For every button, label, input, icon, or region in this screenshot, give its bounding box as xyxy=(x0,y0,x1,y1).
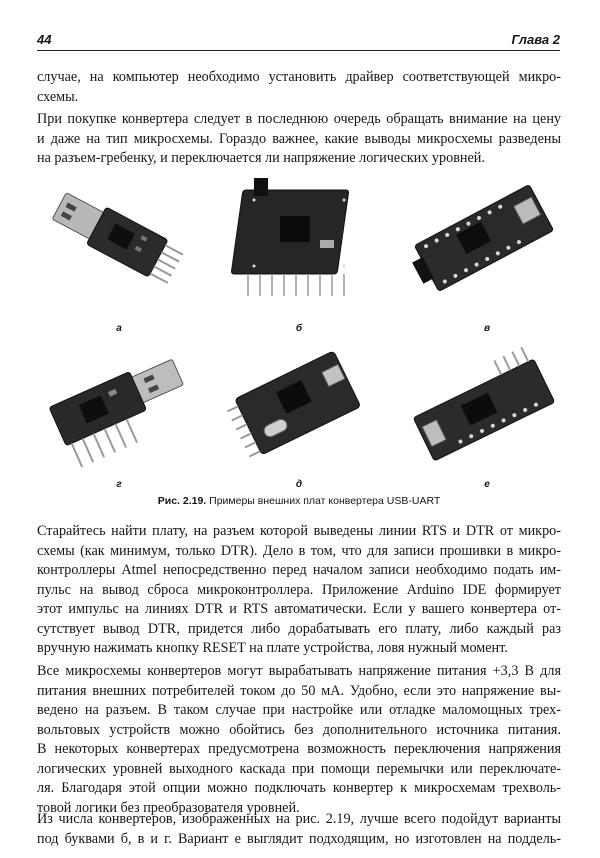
text-line: этот импульс на линиях DTR и RTS автоматически. Если у вашего конвертера от- xyxy=(37,601,561,617)
page-number: 44 xyxy=(37,32,52,47)
label-g: г xyxy=(116,479,122,490)
label-b: б xyxy=(295,323,303,334)
text-line: Из числа конвертеров, изображенных на рис. 2.19, лучше всего подойдут варианты xyxy=(37,811,561,827)
text-line: товой логики без преобразователя уровней. xyxy=(37,799,300,816)
paragraph-4 xyxy=(37,810,561,849)
text-line: на разъем-гребенку, и переключается ли напряжение логических уровней. xyxy=(37,150,485,166)
figure-caption xyxy=(37,495,561,507)
photo-board-e xyxy=(409,340,559,480)
text-line: ля. Благодаря этой опции можно подключать конвертер к микросхемам трехволь- xyxy=(37,780,561,796)
paragraph-3 xyxy=(37,662,561,818)
text-line: вручную нажимать кнопку RESET на плате устройства, ловя нужный момент. xyxy=(37,640,508,656)
caption-text: Примеры внешних плат конвертера USB-UART xyxy=(209,495,441,507)
text-line: пульс на вывод сброса микроконтроллера. Приложение Arduino IDE формирует xyxy=(37,581,561,598)
text-line: схемы (как минимум, только DTR). Дело в том, что для записи прошивки в микро- xyxy=(37,542,561,559)
text-line: сутствует вывод DTR, придется либо дорабатывать его плату, либо каждый раз xyxy=(37,620,561,637)
text-line: В некоторых конвертерах предусмотрена возможность переключения напряжения xyxy=(37,741,561,757)
text-line: питания внешних потребителей током до 50 мА. Удобно, если это напряжение вы- xyxy=(37,682,561,699)
text-line: Старайтесь найти плату, на разъем которой выведены линии RTS и DTR от микро- xyxy=(37,523,561,539)
label-v: в xyxy=(483,323,491,334)
photo-board-b xyxy=(224,168,374,308)
text-line: вольтовых устройств можно обойтись без дополнительного источника питания. xyxy=(37,721,561,738)
text-line: контроллеры Atmel непосредственно перед началом записи необходимо подать им- xyxy=(37,562,561,578)
text-line: ведено на разъем. В таком случае при настройке или отладке маломощных трех- xyxy=(37,702,561,718)
photo-board-v xyxy=(409,168,559,308)
running-header xyxy=(37,30,560,52)
label-a: а xyxy=(116,323,122,334)
photo-board-a xyxy=(42,170,192,310)
caption-number: Рис. 2.19. xyxy=(157,495,207,507)
label-d: д xyxy=(295,479,303,490)
text-line: логических уровней выходного каскада при помощи перемычки или переключате- xyxy=(37,760,561,777)
text-line: случае, на компьютер необходимо установить драйвер соответствующей микро- xyxy=(37,69,561,85)
photo-board-g xyxy=(42,340,192,480)
text-line: под буквами б, в и г. Вариант е выглядит подходящим, но изготовлен на поддель- xyxy=(37,830,561,847)
intro-paragraph xyxy=(37,68,561,107)
text-line: схемы. xyxy=(37,88,79,105)
figure-2-19 xyxy=(37,168,561,513)
label-e: е xyxy=(484,479,490,490)
paragraph-2 xyxy=(37,522,561,659)
paragraph-1 xyxy=(37,110,561,169)
chapter-title: Глава 2 xyxy=(511,32,560,47)
photo-board-d xyxy=(224,340,374,480)
header-rule xyxy=(37,50,560,51)
text-line: При покупке конвертера следует в последнюю очередь обращать внимание на цену xyxy=(37,111,561,127)
text-line: Все микросхемы конвертеров могут вырабатывать напряжение питания +3,3 В для xyxy=(37,663,561,679)
text-line: и даже на тип микросхемы. Гораздо важнее, какие выводы микросхемы разведены xyxy=(37,130,561,147)
